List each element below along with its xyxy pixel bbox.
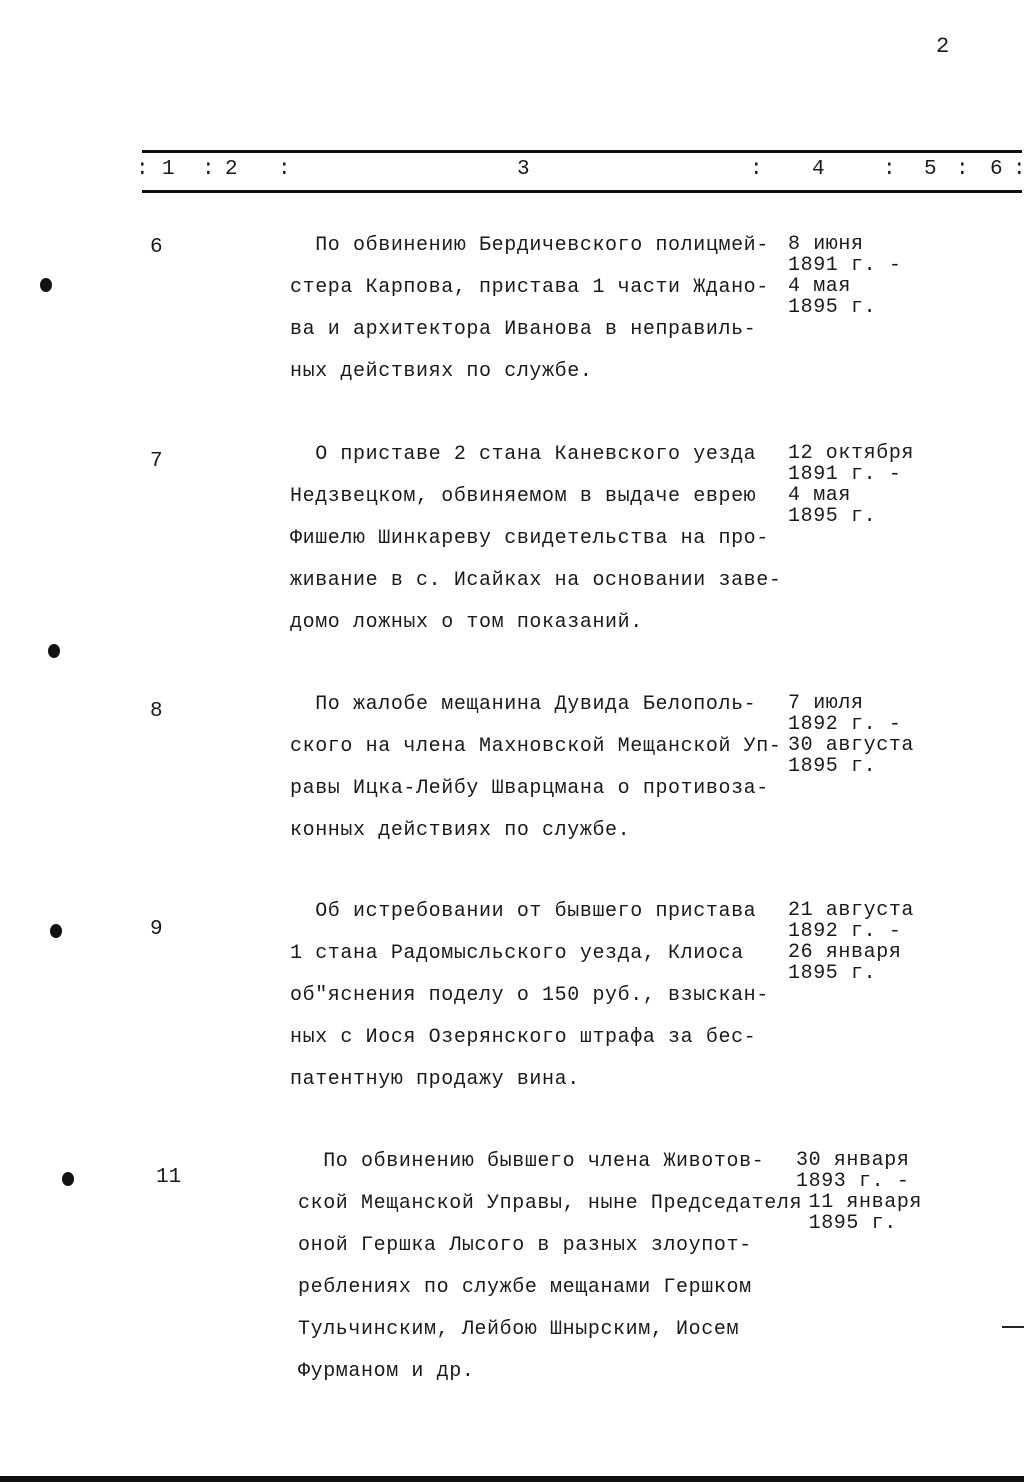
entry-description: [290, 232, 769, 400]
entry-description: [298, 1148, 802, 1400]
entry-number: 9: [150, 918, 163, 941]
date-line: 1895 г.: [788, 755, 877, 778]
date-line: 12 октября: [788, 442, 915, 465]
date-line: 1891 г. -: [788, 254, 902, 277]
page-number: 2: [936, 34, 950, 59]
col-4: 4: [812, 158, 825, 181]
col-sep: :: [278, 158, 291, 181]
text-line: ского на члена Махновской Мещанской Уп-: [290, 735, 782, 758]
date-line: 4 мая: [788, 484, 852, 507]
date-line: 1895 г.: [788, 505, 877, 528]
date-line: 26 января: [788, 941, 902, 964]
date-line: 30 января: [796, 1149, 910, 1172]
text-line: стера Карпова, пристава 1 части Ждано-: [290, 276, 769, 299]
text-line: Об истребовании от бывшего пристава: [290, 900, 757, 923]
entry-number: 6: [150, 236, 163, 259]
punch-hole-mark: [40, 278, 52, 292]
text-line: По обвинению Бердичевского полицмей-: [290, 234, 769, 257]
date-line: 21 августа: [788, 899, 915, 922]
text-line: Фурманом и др.: [298, 1360, 475, 1383]
entry-number: 8: [150, 700, 163, 723]
entry-dates: [788, 443, 914, 527]
entry-number: 11: [156, 1166, 182, 1189]
entry-dates: [788, 234, 901, 318]
entry-number: 7: [150, 450, 163, 473]
col-6: 6: [990, 158, 1003, 181]
col-1: 1: [162, 158, 175, 181]
text-line: домо ложных о том показаний.: [290, 611, 643, 634]
text-line: живание в с. Исайках на основании заве-: [290, 569, 782, 592]
entry-dates: [788, 900, 914, 984]
header-bottom-rule: [142, 190, 1022, 193]
text-line: ва и архитектора Иванова в неправиль-: [290, 318, 757, 341]
col-sep: :: [202, 158, 215, 181]
text-line: Недзвецком, обвиняемом в выдаче еврею: [290, 485, 757, 508]
margin-mark: [1002, 1326, 1024, 1328]
text-line: ных действиях по службе.: [290, 360, 593, 383]
date-line: 8 июня: [788, 233, 864, 256]
entry-dates: [788, 693, 914, 777]
date-line: 1895 г.: [788, 296, 877, 319]
col-3: 3: [517, 158, 530, 181]
date-line: 1892 г. -: [788, 713, 902, 736]
text-line: Тульчинским, Лейбою Шнырским, Иосем: [298, 1318, 740, 1341]
date-line: 30 августа: [788, 734, 915, 757]
date-line: 11 января: [796, 1191, 923, 1214]
date-line: 1892 г. -: [788, 920, 902, 943]
text-line: Фишелю Шинкареву свидетельства на про-: [290, 527, 769, 550]
text-line: ных с Иося Озерянского штрафа за бес-: [290, 1026, 757, 1049]
text-line: По жалобе мещанина Дувида Белополь-: [290, 693, 757, 716]
date-line: 1895 г.: [796, 1212, 897, 1235]
punch-hole-mark: [50, 924, 62, 938]
text-line: об"яснения поделу о 150 руб., взыскан-: [290, 984, 769, 1007]
col-sep: :: [956, 158, 969, 181]
date-line: 1891 г. -: [788, 463, 902, 486]
text-line: 1 стана Радомысльского уезда, Клиоса: [290, 942, 744, 965]
text-line: конных действиях по службе.: [290, 819, 631, 842]
entry-dates: [796, 1150, 922, 1234]
entry-description: [290, 691, 781, 859]
entry-description: [290, 441, 781, 651]
punch-hole-mark: [62, 1172, 74, 1186]
col-sep: :: [136, 158, 149, 181]
col-sep: :: [750, 158, 763, 181]
date-line: 1895 г.: [788, 962, 877, 985]
scan-bottom-edge: [0, 1476, 1024, 1482]
text-line: По обвинению бывшего члена Животов-: [298, 1150, 765, 1173]
col-2: 2: [225, 158, 238, 181]
text-line: равы Ицка-Лейбу Шварцмана о противоза-: [290, 777, 769, 800]
col-sep: :: [883, 158, 896, 181]
date-line: 1893 г. -: [796, 1170, 910, 1193]
text-line: оной Гершка Лысого в разных злоупот-: [298, 1234, 752, 1257]
col-sep: :: [1013, 158, 1026, 181]
entry-description: [290, 898, 769, 1108]
text-line: реблениях по службе мещанами Гершком: [298, 1276, 752, 1299]
punch-hole-mark: [48, 644, 60, 658]
date-line: 4 мая: [788, 275, 852, 298]
text-line: О приставе 2 стана Каневского уезда: [290, 443, 757, 466]
col-5: 5: [924, 158, 937, 181]
text-line: ской Мещанской Управы, ныне Председателя: [298, 1192, 803, 1215]
header-top-rule: [142, 150, 1022, 153]
text-line: патентную продажу вина.: [290, 1068, 580, 1091]
date-line: 7 июля: [788, 692, 864, 715]
